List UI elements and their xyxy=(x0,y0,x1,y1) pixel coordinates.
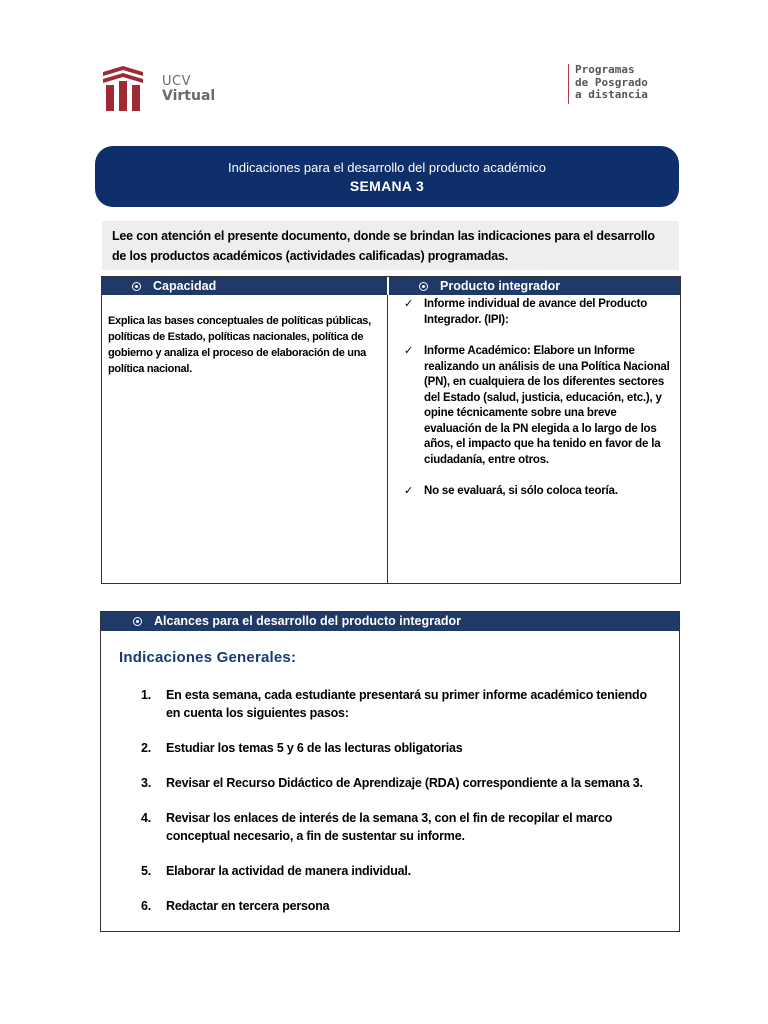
producto-item-text: Informe Académico: Elabore un Informe realizando un análisis de una Política Nacional (PN), en cualquiera de los diferentes sectores del Estado (salud, justicia, educación, etc.), y opine técnicamente sobre una breve evaluación de la PN elegida a lo largo de los años, el impacto que ha tenido en favor de la ciudadanía, entre otros. xyxy=(424,345,670,466)
posgrado-line-1: Programas xyxy=(575,63,635,76)
step-text: En esta semana, cada estudiante presentará su primer informe académico teniendo en cuenta los siguientes pasos: xyxy=(166,688,647,720)
ucv-shield-icon xyxy=(100,66,146,112)
logo-text-virtual: Virtual xyxy=(162,88,216,104)
list-item xyxy=(141,897,661,915)
posgrado-line-3: a distancia xyxy=(575,88,648,101)
banner-title: Indicaciones para el desarrollo del producto académico xyxy=(228,160,546,175)
list-item xyxy=(141,774,661,792)
ucv-virtual-logo xyxy=(100,66,215,112)
target-bullet-icon xyxy=(132,282,141,291)
capacidad-header xyxy=(102,277,387,295)
posgrado-line-2: de Posgrado xyxy=(575,75,648,89)
target-bullet-icon xyxy=(419,282,428,291)
capacidad-text: Explica las bases conceptuales de políticas públicas, políticas de Estado, políticas nacionales, política de gobierno y analiza el proceso de elaboración de una política nacional. xyxy=(108,315,371,375)
step-text: Revisar el Recurso Didáctico de Aprendizaje (RDA) correspondiente a la semana 3. xyxy=(166,776,643,790)
list-item xyxy=(404,344,676,468)
capacidad-header-label: Capacidad xyxy=(153,279,217,293)
step-number: 3. xyxy=(141,776,152,790)
intro-text: Lee con atención el presente documento, donde se brindan las indicaciones para el desarrollo de los productos académicos (actividades calificadas) programadas. xyxy=(102,221,679,270)
list-item xyxy=(141,739,661,757)
banner-subtitle: SEMANA 3 xyxy=(349,178,425,194)
list-item xyxy=(404,484,676,500)
step-number: 2. xyxy=(141,741,152,755)
logo-text-ucv: UCV xyxy=(162,74,191,89)
step-text: Revisar los enlaces de interés de la semana 3, con el fin de recopilar el marco conceptual necesario, a fin de sustentar su informe. xyxy=(166,811,613,843)
column-divider xyxy=(387,295,388,583)
producto-item-text: No se evaluará, si sólo coloca teoría. xyxy=(424,485,618,497)
alcances-header xyxy=(101,612,679,631)
list-item xyxy=(141,686,661,722)
producto-item-text: Informe individual de avance del Producto Integrador. (IPI): xyxy=(424,298,648,326)
check-icon: ✓ xyxy=(404,345,414,357)
step-text: Estudiar los temas 5 y 6 de las lecturas obligatorias xyxy=(166,741,463,755)
step-text: Redactar en tercera persona xyxy=(166,899,330,913)
check-icon: ✓ xyxy=(404,298,414,310)
step-number: 5. xyxy=(141,864,152,878)
step-number: 4. xyxy=(141,811,152,825)
steps-list xyxy=(141,686,661,932)
alcances-table xyxy=(100,611,680,932)
check-icon: ✓ xyxy=(404,485,414,497)
producto-header xyxy=(388,277,680,295)
step-number: 6. xyxy=(141,899,152,913)
step-text: Elaborar la actividad de manera individual. xyxy=(166,864,411,878)
alcances-header-label: Alcances para el desarrollo del producto integrador xyxy=(154,614,462,628)
producto-header-label: Producto integrador xyxy=(440,279,561,293)
list-item xyxy=(404,297,676,328)
list-item xyxy=(141,809,661,845)
posgrado-logo xyxy=(568,64,648,104)
target-bullet-icon xyxy=(133,617,142,626)
step-number: 1. xyxy=(141,688,152,702)
list-item xyxy=(141,862,661,880)
section-title: Indicaciones Generales: xyxy=(119,649,297,666)
capacidad-producto-table xyxy=(101,276,681,584)
title-banner xyxy=(95,146,679,207)
producto-list xyxy=(404,297,676,516)
